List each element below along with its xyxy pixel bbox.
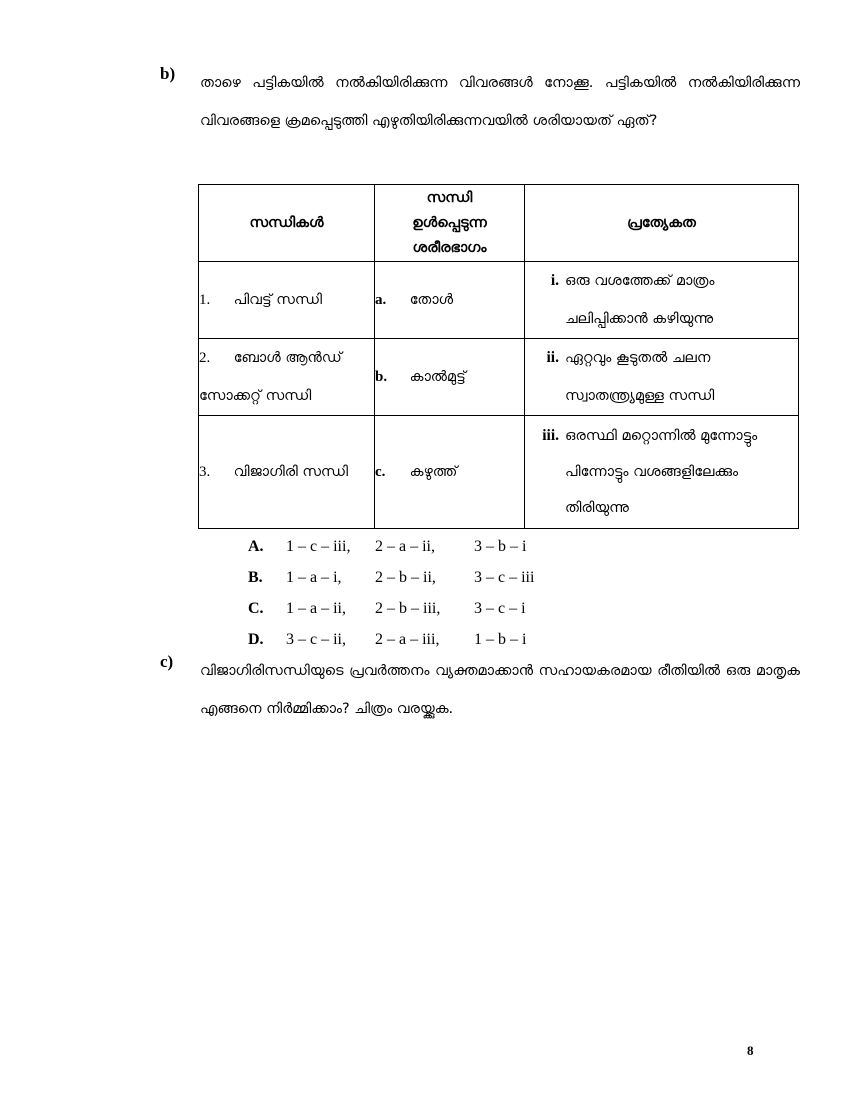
joint-cell: [199, 339, 375, 416]
feature-line: പിന്നോട്ടും വശങ്ങളിലേക്കും: [565, 464, 739, 480]
option-part: 3 – c – i: [474, 600, 526, 617]
feature-cell: [525, 416, 799, 529]
joint-number: 1.: [199, 292, 211, 308]
location-cell: [375, 262, 525, 339]
joint-number: 2.: [199, 350, 211, 366]
header-joints: സന്ധികൾ: [199, 185, 375, 262]
table-row: [199, 416, 799, 529]
location-name: കഴുത്ത്: [409, 464, 458, 480]
location-cell: [375, 416, 525, 529]
option-letter: B.: [248, 569, 263, 586]
option-d[interactable]: [248, 624, 534, 655]
option-letter: D.: [248, 631, 264, 648]
question-b-label: b): [160, 64, 176, 83]
joint-name-line: സോക്കറ്റ് സന്ധി: [199, 388, 312, 404]
feature-line: തിരിയുന്നു: [565, 500, 629, 516]
feature-numeral: iii.: [542, 427, 559, 444]
location-letter: c.: [375, 464, 386, 480]
option-part: 1 – b – i: [474, 631, 527, 648]
feature-line: ഏറ്റവും കൂടുതൽ ചലന: [565, 350, 711, 366]
table-row: [199, 262, 799, 339]
option-part: 2 – b – ii,: [375, 569, 436, 586]
table-row: [199, 339, 799, 416]
option-part: 3 – c – ii,: [286, 631, 346, 648]
option-part: 2 – a – iii,: [375, 631, 440, 648]
location-name: തോൾ: [409, 292, 454, 308]
feature-cell: [525, 339, 799, 416]
option-part: 3 – c – iii: [474, 569, 535, 586]
header-feature: പ്രത്യേകത: [525, 185, 799, 262]
joint-name-line: ബോൾ ആൻഡ്: [233, 350, 342, 366]
feature-line: സ്വാതന്ത്ര്യമുള്ള സന്ധി: [565, 388, 715, 404]
header-body-part: [375, 185, 525, 262]
joint-cell: [199, 262, 375, 339]
joints-table: [198, 184, 799, 529]
joint-name: പിവട്ട് സന്ധി: [233, 292, 322, 308]
joint-cell: [199, 416, 375, 529]
option-part: 2 – b – iii,: [375, 600, 441, 617]
question-c-label: c): [160, 652, 174, 671]
option-letter: A.: [248, 538, 264, 555]
feature-numeral: i.: [550, 272, 559, 289]
joint-number: 3.: [199, 464, 211, 480]
option-b[interactable]: [248, 562, 534, 593]
location-name: കാൽമുട്ട്: [409, 369, 466, 385]
location-letter: b.: [375, 369, 388, 385]
question-b-text: താഴെ പട്ടികയിൽ നൽകിയിരിക്കുന്ന വിവരങ്ങൾ നോക്കൂ. പട്ടികയിൽ നൽകിയിരിക്കുന്ന വിവരങ്ങളെ ക്രമപ്പെടുത്തി എഴുതിയിരിക്കുന്നവയിൽ ശരിയായത് ഏത്?: [200, 75, 800, 129]
page-number: 8: [747, 1043, 754, 1058]
option-a[interactable]: [248, 531, 534, 562]
answer-options: [248, 531, 534, 655]
option-c[interactable]: [248, 593, 534, 624]
table-header-row: [199, 185, 799, 262]
header-body-part-text: സന്ധി ഉൾപ്പെടുന്ന ശരീരഭാഗം: [412, 189, 487, 256]
location-cell: [375, 339, 525, 416]
option-part: 1 – a – ii,: [286, 600, 346, 617]
location-letter: a.: [375, 292, 387, 308]
option-part: 3 – b – i: [474, 538, 527, 555]
feature-line: ഒരു വശത്തേക്ക് മാത്രം: [565, 273, 715, 289]
option-part: 2 – a – ii,: [375, 538, 435, 555]
joint-name: വിജാഗിരി സന്ധി: [233, 464, 349, 480]
option-part: 1 – c – iii,: [286, 538, 351, 555]
option-part: 1 – a – i,: [286, 569, 342, 586]
feature-line: ചലിപ്പിക്കാൻ കഴിയുന്നു: [565, 311, 714, 327]
feature-cell: [525, 262, 799, 339]
option-letter: C.: [248, 600, 264, 617]
feature-line: ഒരസ്ഥി മറ്റൊന്നിൽ മുന്നോട്ടും: [565, 428, 758, 444]
feature-numeral: ii.: [546, 349, 559, 366]
question-c-text: വിജാഗിരിസന്ധിയുടെ പ്രവർത്തനം വ്യക്തമാക്കാൻ സഹായകരമായ രീതിയിൽ ഒരു മാതൃക എങ്ങനെ നിർമ്മിക്കാം? ചിത്രം വരയ്ക്കുക.: [200, 663, 800, 717]
